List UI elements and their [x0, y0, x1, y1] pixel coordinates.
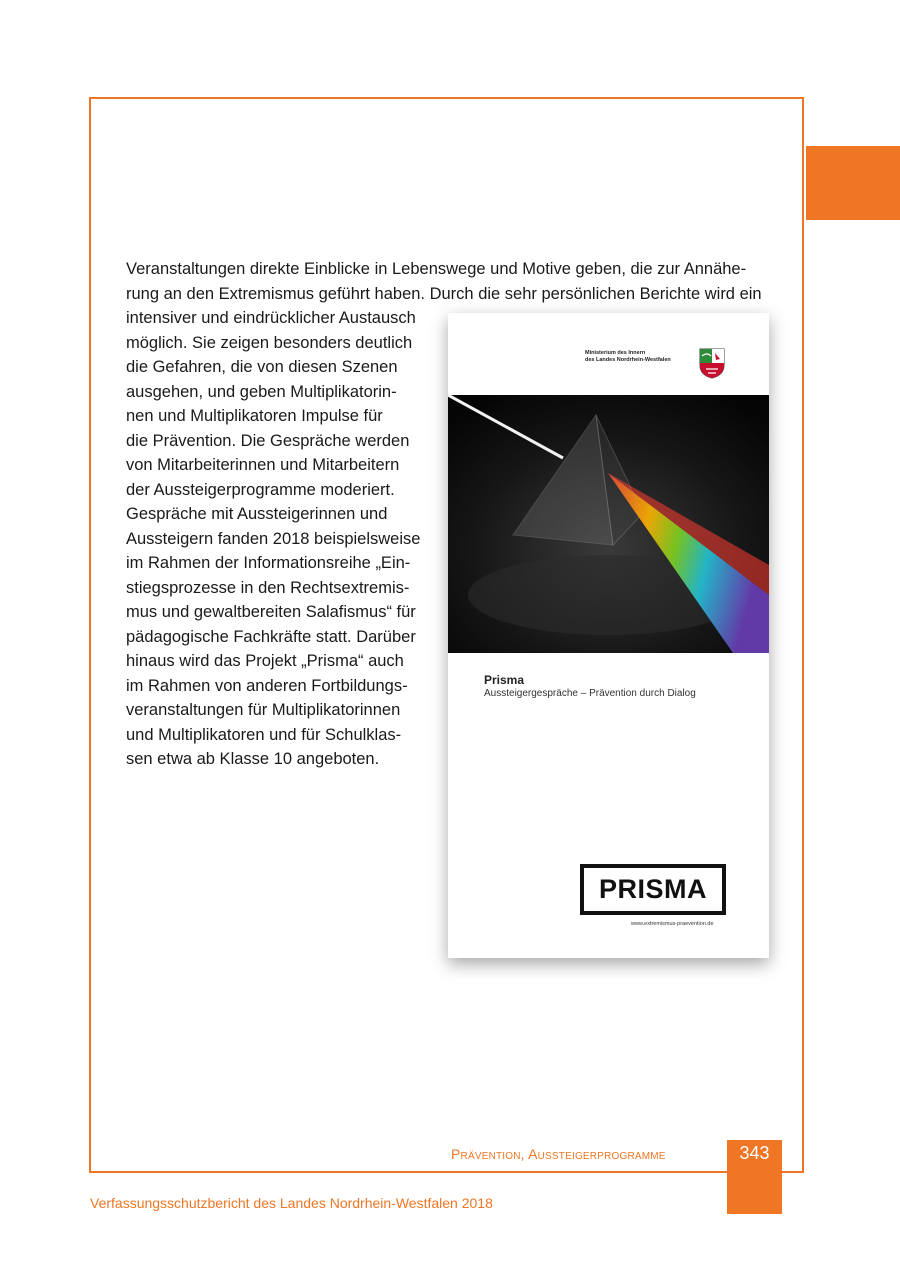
body-line: nen und Multiplikatoren Impulse für	[126, 407, 383, 425]
body-line: pädagogische Fachkräfte statt. Darüber	[126, 627, 416, 646]
body-line: rung an den Extremismus geführt haben. Durch die sehr persönlichen Berichte wird ein	[126, 284, 762, 303]
section-title: Prävention, Aussteigerprogramme	[451, 1146, 666, 1162]
body-line: von Mitarbeiterinnen und Mitarbeitern	[126, 456, 400, 474]
body-line: die Prävention. Die Gespräche werden	[126, 431, 410, 450]
body-line: im Rahmen der Informationsreihe „Ein-	[126, 554, 411, 572]
flyer-url: www.extremismus-praevention.de	[631, 921, 714, 927]
chapter-tab	[806, 146, 900, 220]
body-line: im Rahmen von anderen Fortbildungs-	[126, 676, 408, 695]
body-line: der Aussteigerprogramme moderiert.	[126, 480, 395, 499]
prisma-logo-text: PRISMA	[598, 874, 707, 904]
page-number: 343	[739, 1143, 770, 1163]
report-title: Verfassungsschutzbericht des Landes Nordrhein-Westfalen 2018	[90, 1195, 493, 1211]
body-line: und Multiplikatoren und für Schulklas-	[126, 725, 402, 744]
body-line: ausgehen, und geben Multiplikatorin-	[126, 382, 397, 401]
body-line: hinaus wird das Projekt „Prisma“ auch	[126, 652, 404, 670]
nrw-crest-icon	[698, 347, 726, 379]
body-line: veranstaltungen für Multiplikatorinnen	[126, 701, 401, 719]
body-line: Gespräche mit Aussteigerinnen und	[126, 505, 388, 523]
ministry-line: des Landes Nordrhein-Westfalen	[585, 357, 671, 363]
prisma-flyer-image	[448, 313, 769, 958]
flyer-title: Prisma	[484, 673, 525, 687]
ministry-line: Ministerium des Innern	[585, 350, 646, 356]
prisma-logo	[580, 864, 726, 915]
flyer-subtitle: Aussteigergespräche – Prävention durch Dialog	[484, 688, 696, 699]
body-line: möglich. Sie zeigen besonders deutlich	[126, 333, 413, 352]
body-line: sen etwa ab Klasse 10 angeboten.	[126, 750, 380, 768]
body-line: intensiver und eindrücklicher Austausch	[126, 309, 416, 327]
body-line: Veranstaltungen direkte Einblicke in Lebenswege und Motive geben, die zur Annähe-	[126, 260, 747, 278]
body-line: die Gefahren, die von diesen Szenen	[126, 358, 398, 376]
body-line: stiegsprozesse in den Rechtsextremis-	[126, 578, 410, 597]
ministry-label	[585, 350, 671, 364]
page-number-box	[727, 1140, 782, 1214]
body-line: mus und gewaltbereiten Salafismus“ für	[126, 603, 416, 621]
prism-photo	[448, 395, 769, 653]
body-line: Aussteigern fanden 2018 beispielsweise	[126, 529, 421, 548]
